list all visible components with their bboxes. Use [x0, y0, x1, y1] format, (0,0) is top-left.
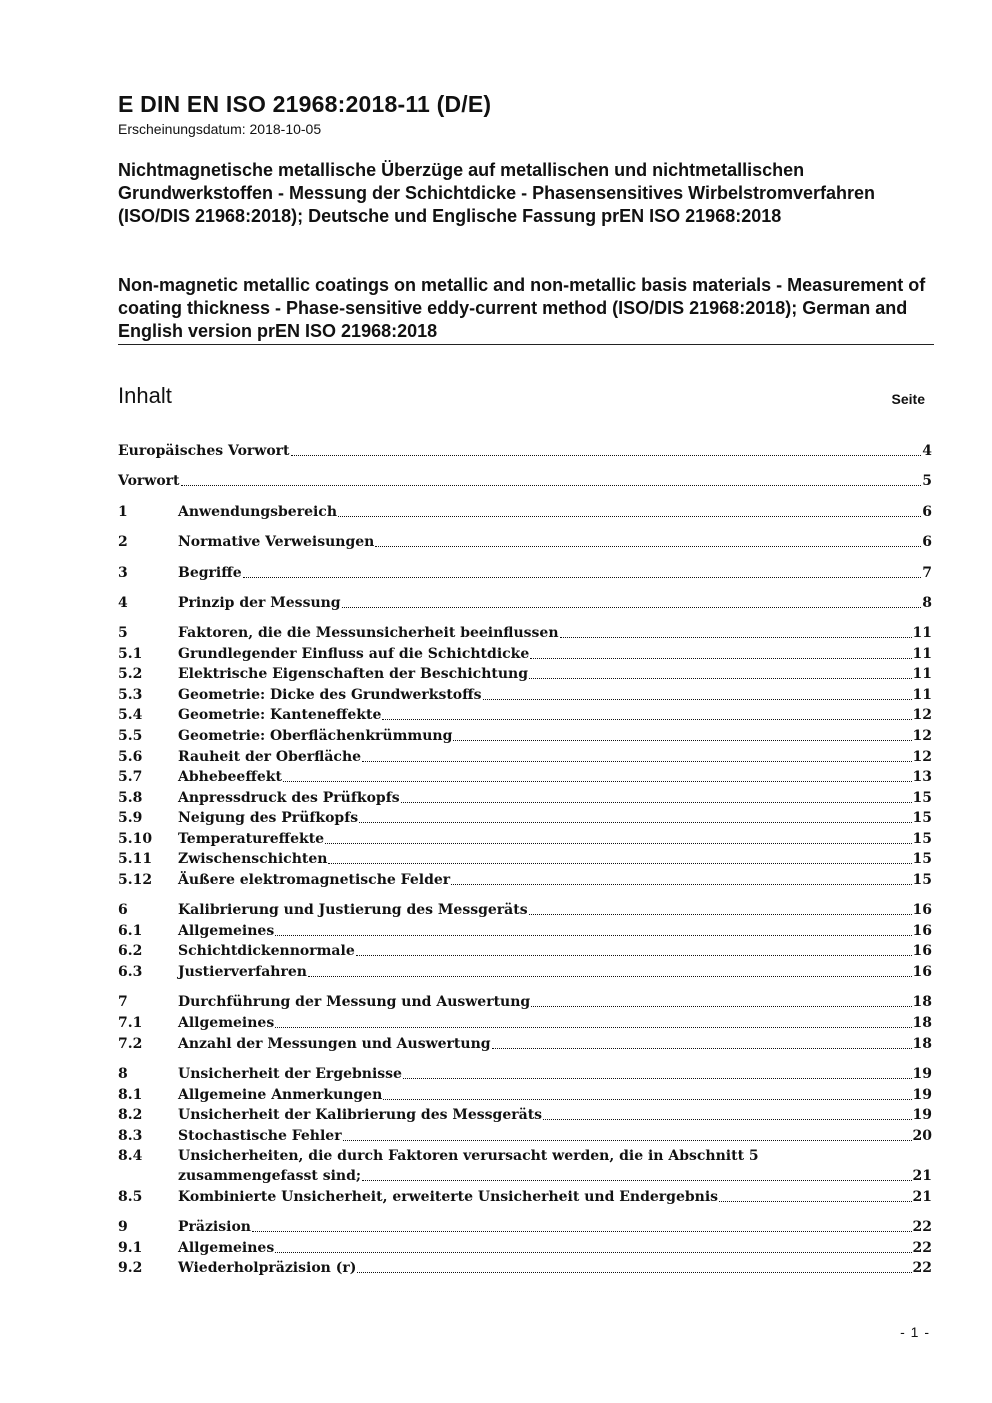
toc-dot-leader: [529, 659, 912, 679]
toc-dot-leader: [403, 1059, 912, 1079]
toc-dot-leader: [719, 1182, 911, 1202]
toc-entry-title: Präzision: [178, 1219, 251, 1235]
toc-entry-number: 5.10: [118, 831, 153, 847]
toc-entry-title: Europäisches Vorwort: [118, 443, 290, 459]
toc-entry-page: 6: [922, 534, 932, 550]
toc-entry[interactable]: [118, 471, 932, 491]
page-number: - 1 -: [900, 1324, 930, 1340]
toc-entry-number: 9: [118, 1219, 128, 1235]
toc-entry-page: 18: [912, 1015, 932, 1031]
toc-entry-number: 7.1: [118, 1015, 143, 1031]
toc-entry-title: Allgemeines: [178, 1015, 275, 1031]
toc-dot-leader: [530, 639, 911, 659]
toc-entry[interactable]: [118, 1187, 932, 1207]
toc-entry-title: zusammengefasst sind;: [178, 1168, 362, 1184]
toc-dot-leader: [342, 588, 922, 608]
toc-entry-title: Elektrische Eigenschaften der Beschichtung: [178, 666, 528, 682]
toc-entry-title: Vorwort: [118, 473, 180, 489]
toc-dot-leader: [375, 527, 921, 547]
toc-entry-page: 16: [912, 902, 932, 918]
toc-entry-number: 8.5: [118, 1189, 143, 1205]
toc-entry-page: 11: [912, 625, 932, 641]
toc-entry-page: 21: [912, 1189, 932, 1205]
toc-entry-title: Anpressdruck des Prüfkopfs: [178, 790, 400, 806]
toc-entry[interactable]: [118, 532, 932, 552]
toc-entry-number: 8.2: [118, 1107, 143, 1123]
toc-entry-page: 16: [912, 964, 932, 980]
toc-entry-title: Justierverfahren: [178, 964, 307, 980]
toc-entry-number: 9.2: [118, 1260, 143, 1276]
toc-entry[interactable]: [118, 1126, 932, 1146]
toc-entry-page: 22: [912, 1240, 932, 1256]
toc-entry-page: 21: [912, 1168, 932, 1184]
toc-entry-number: 1: [118, 504, 128, 520]
document-id: E DIN EN ISO 21968:2018-11 (D/E): [118, 91, 492, 117]
toc-entry-title: Stochastische Fehler: [178, 1128, 342, 1144]
toc-dot-leader: [357, 1253, 911, 1273]
toc-entry-title: Unsicherheit der Kalibrierung des Messgeräts: [178, 1107, 543, 1123]
toc-entry-page: 11: [912, 646, 932, 662]
toc-entry[interactable]: [118, 1258, 932, 1278]
toc-entry-page: 16: [912, 943, 932, 959]
toc-entry-number: 6.3: [118, 964, 143, 980]
toc-entry-title: Faktoren, die die Messunsicherheit beeinflussen: [178, 625, 559, 641]
toc-dot-leader: [343, 1121, 912, 1141]
toc-entry-number: 9.1: [118, 1240, 143, 1256]
toc-dot-leader: [383, 1080, 911, 1100]
toc-entry-line: [178, 593, 932, 613]
toc-entry-page: 15: [912, 851, 932, 867]
title-english: Non-magnetic metallic coatings on metallic and non-metallic basis materials - Measurement of coating thickness - Phase-sensitive eddy-current method (ISO/DIS 21968:2018); German and English version prEN ISO 21968:2018: [118, 275, 926, 341]
toc-entry-page: 22: [912, 1219, 932, 1235]
publication-date: Erscheinungsdatum: 2018-10-05: [118, 121, 322, 137]
toc-entry-line: [178, 1126, 932, 1146]
toc-entry-title: Normative Verweisungen: [178, 534, 375, 550]
toc-dot-leader: [362, 742, 911, 762]
toc-entry-page: 6: [922, 504, 932, 520]
toc-entry-page: 15: [912, 790, 932, 806]
toc-entry-title: Rauheit der Oberfläche: [178, 749, 362, 765]
toc-entry[interactable]: [118, 502, 932, 522]
toc-dot-leader: [451, 865, 911, 885]
toc-entry-line: [118, 441, 932, 461]
toc-dot-leader: [453, 721, 911, 741]
toc-dot-leader: [283, 762, 912, 782]
toc-entry-line: [178, 563, 932, 583]
toc-entry[interactable]: [118, 870, 932, 890]
title-divider: [118, 344, 934, 345]
toc-entry-page: 4: [922, 443, 932, 459]
toc-entry-page: 15: [912, 810, 932, 826]
toc-entry-number: 5.6: [118, 749, 143, 765]
toc-dot-leader: [275, 916, 911, 936]
toc-entry[interactable]: [118, 1146, 932, 1186]
toc-entry-number: 8: [118, 1066, 128, 1082]
toc-entry-title: Begriffe: [178, 565, 242, 581]
toc-entry-line: [178, 1034, 932, 1054]
contents-heading: Inhalt: [118, 383, 172, 408]
toc-entry-page: 11: [912, 666, 932, 682]
toc-entry-number: 3: [118, 565, 128, 581]
toc-entry-number: 8.1: [118, 1087, 143, 1103]
toc-entry-number: 5: [118, 625, 128, 641]
toc-entry-number: 5.2: [118, 666, 143, 682]
toc-dot-leader: [362, 1161, 911, 1181]
toc-entry-page: 20: [912, 1128, 932, 1144]
toc-entry-page: 22: [912, 1260, 932, 1276]
toc-dot-leader: [483, 680, 912, 700]
toc-entry-number: 5.9: [118, 810, 143, 826]
toc-dot-leader: [356, 936, 912, 956]
toc-entry-title: Abhebeeffekt: [178, 769, 282, 785]
toc-entry-title: Allgemeines: [178, 1240, 275, 1256]
toc-entry-number: 2: [118, 534, 128, 550]
toc-entry-number: 5.12: [118, 872, 153, 888]
toc-entry-title: Kombinierte Unsicherheit, erweiterte Unsicherheit und Endergebnis: [178, 1189, 719, 1205]
toc-entry-page: 12: [912, 728, 932, 744]
toc-dot-leader: [243, 558, 922, 578]
toc-entry-page: 7: [922, 565, 932, 581]
toc-dot-leader: [382, 700, 911, 720]
toc-entry-title: Geometrie: Oberflächenkrümmung: [178, 728, 453, 744]
toc-entry-number: 5.11: [118, 851, 153, 867]
toc-entry-page: 12: [912, 749, 932, 765]
toc-entry-number: 7.2: [118, 1036, 143, 1052]
toc-entry-number: 5.5: [118, 728, 143, 744]
toc-dot-leader: [543, 1100, 911, 1120]
toc-entry-page: 18: [912, 994, 932, 1010]
toc-entry-title: Prinzip der Messung: [178, 595, 341, 611]
toc-entry-line: [118, 471, 932, 491]
toc-dot-leader: [401, 783, 912, 803]
toc-entry-title: Wiederholpräzision (r): [178, 1260, 357, 1276]
toc-entry-page: 15: [912, 831, 932, 847]
toc-entry[interactable]: [118, 962, 932, 982]
toc-entry-page: 5: [922, 473, 932, 489]
toc-entry-page: 19: [912, 1087, 932, 1103]
toc-entry-title: Kalibrierung und Justierung des Messgeräts: [178, 902, 528, 918]
toc-entry-number: 5.8: [118, 790, 143, 806]
toc-dot-leader: [275, 1008, 911, 1028]
toc-entry-title: Allgemeines: [178, 923, 275, 939]
toc-entry[interactable]: [118, 593, 932, 613]
page-column-label: Seite: [891, 391, 925, 407]
toc-entry[interactable]: [118, 441, 932, 461]
toc-entry-page: 13: [912, 769, 932, 785]
toc-entry-title: Anwendungsbereich: [178, 504, 337, 520]
toc-entry-line: [178, 870, 932, 890]
toc-entry-page: 19: [912, 1066, 932, 1082]
toc-entry-title: Unsicherheit der Ergebnisse: [178, 1066, 402, 1082]
title-german: Nichtmagnetische metallische Überzüge auf metallischen und nichtmetallischen Grundwerkstoffen - Messung der Schichtdicke - Phasensensitives Wirbelstromverfahren (ISO/DIS 21968:2018); Deutsche und Englische Fassung prEN ISO 21968:2018: [118, 160, 876, 226]
toc-entry-number: 8.4: [118, 1148, 143, 1164]
toc-entry-title: Grundlegender Einfluss auf die Schichtdicke: [178, 646, 530, 662]
toc-entry-title: Temperatureffekte: [178, 831, 325, 847]
toc-entry-number: 6.2: [118, 943, 143, 959]
toc-dot-leader: [325, 824, 911, 844]
toc-entry-line: [178, 1187, 932, 1207]
toc-entry-page: 18: [912, 1036, 932, 1052]
toc-entry-number: 5.7: [118, 769, 143, 785]
toc-entry-number: 4: [118, 595, 128, 611]
toc-entry-title: Zwischenschichten: [178, 851, 328, 867]
toc-entry[interactable]: [118, 563, 932, 583]
toc-dot-leader: [338, 497, 921, 517]
toc-entry-title: Anzahl der Messungen und Auswertung: [178, 1036, 491, 1052]
toc-dot-leader: [181, 466, 922, 486]
toc-entry-number: 5.3: [118, 687, 143, 703]
toc-dot-leader: [529, 895, 912, 915]
toc-entry-title: Schichtdickennormale: [178, 943, 355, 959]
toc-entry-line: [178, 962, 932, 982]
toc-dot-leader: [560, 618, 912, 638]
toc-entry-number: 5.4: [118, 707, 143, 723]
toc-dot-leader: [492, 1029, 912, 1049]
toc-entry-page: 16: [912, 923, 932, 939]
toc-entry-page: 11: [912, 687, 932, 703]
toc-dot-leader: [275, 1233, 911, 1253]
toc-entry-page: 12: [912, 707, 932, 723]
toc-entry-page: 8: [922, 595, 932, 611]
toc-entry-title: Geometrie: Dicke des Grundwerkstoffs: [178, 687, 482, 703]
toc-entry-number: 6: [118, 902, 128, 918]
toc-entry-number: 5.1: [118, 646, 143, 662]
toc-entry-page: 19: [912, 1107, 932, 1123]
toc-entry-title: Durchführung der Messung und Auswertung: [178, 994, 531, 1010]
toc-entry-title-line1: Unsicherheiten, die durch Faktoren verursacht werden, die in Abschnitt 5: [178, 1148, 759, 1164]
toc-dot-leader: [328, 844, 911, 864]
toc-entry-title: Allgemeine Anmerkungen: [178, 1087, 383, 1103]
toc-entry-number: 8.3: [118, 1128, 143, 1144]
toc-dot-leader: [291, 436, 922, 456]
toc-dot-leader: [308, 957, 912, 977]
toc-entry-line: [178, 532, 932, 552]
toc-entry-number: 6.1: [118, 923, 143, 939]
toc-entry-title: Geometrie: Kanteneffekte: [178, 707, 382, 723]
toc-entry-line: [178, 502, 932, 522]
toc-dot-leader: [359, 803, 911, 823]
toc-entry[interactable]: [118, 1034, 932, 1054]
toc-entry-page: 15: [912, 872, 932, 888]
toc-entry-line: [178, 1258, 932, 1278]
toc-entry-title: Neigung des Prüfkopfs: [178, 810, 359, 826]
toc-entry-title: Äußere elektromagnetische Felder: [178, 872, 451, 888]
toc-dot-leader: [252, 1212, 912, 1232]
toc-dot-leader: [531, 987, 911, 1007]
toc-entry-number: 7: [118, 994, 128, 1010]
